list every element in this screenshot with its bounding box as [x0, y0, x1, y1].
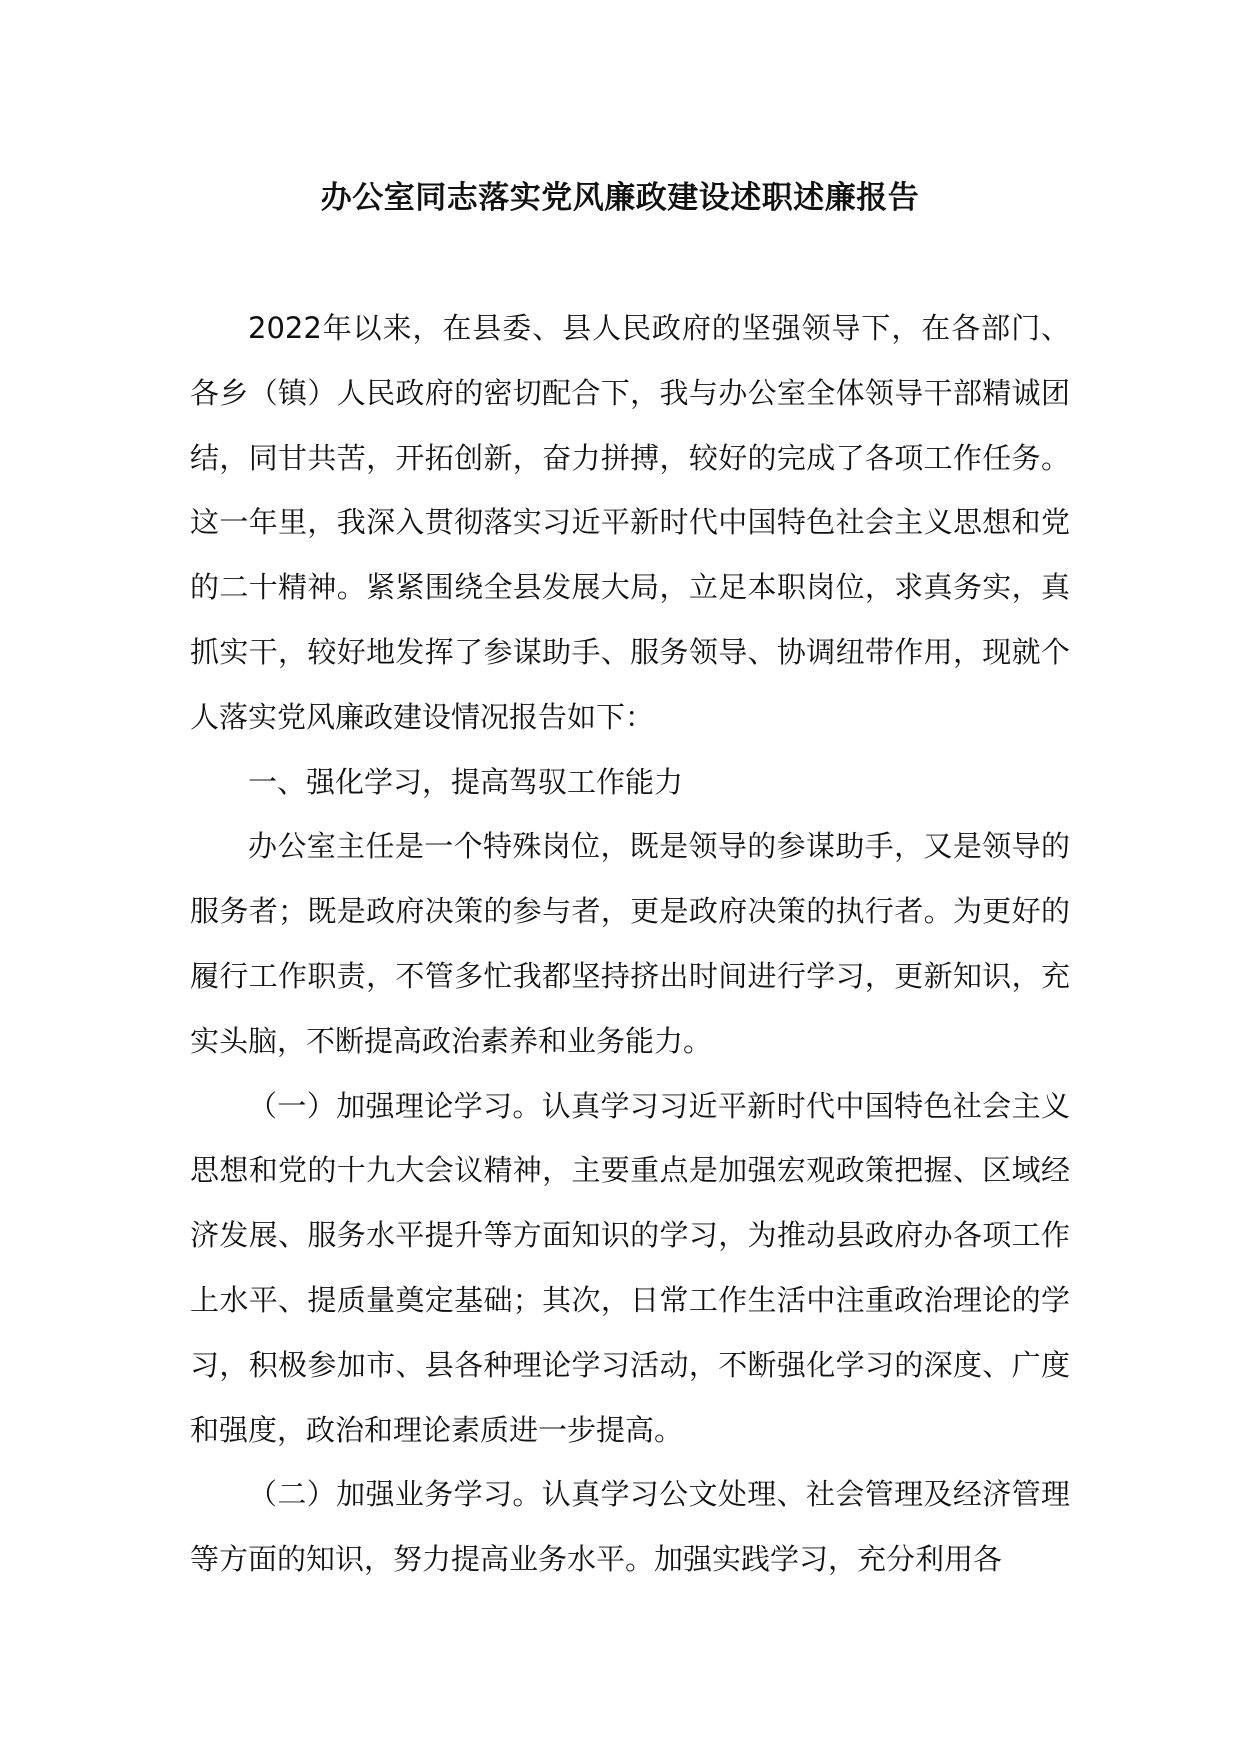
paragraph-intro: 2022年以来，在县委、县人民政府的坚强领导下，在各部门、各乡（镇）人民政府的密切配合下，我与办公室全体领导干部精诚团结，同甘共苦，开拓创新，奋力拼搏，较好的完成了各项工作任务。这一年里，我深入贯彻落实习近平新时代中国特色社会主义思想和党的二十精神。紧紧围绕全县发展大局，立足本职岗位，求真务实，真抓实干，较好地发挥了参谋助手、服务领导、协调纽带作用，现就个人落实党风廉政建设情况报告如下： [190, 311, 1070, 734]
paragraph-business-study: （二）加强业务学习。认真学习公文处理、社会管理及经济管理等方面的知识，努力提高业务水平。加强实践学习，充分利用各 [190, 1477, 1070, 1577]
document-title: 办公室同志落实党风廉政建设述职述廉报告 [320, 180, 920, 216]
section-heading-one: 一、强化学习，提高驾驭工作能力 [248, 764, 684, 799]
document-body [190, 296, 1070, 1592]
paragraph-theory-study: （一）加强理论学习。认真学习习近平新时代中国特色社会主义思想和党的十九大会议精神，主要重点是加强宏观政策把握、区域经济发展、服务水平提升等方面知识的学习，为推动县政府办各项工作上水平、提质量奠定基础；其次，日常工作生活中注重政治理论的学习，积极参加市、县各种理论学习活动，不断强化学习的深度、广度和强度，政治和理论素质进一步提高。 [190, 1088, 1070, 1447]
paragraph-role: 办公室主任是一个特殊岗位，既是领导的参谋助手，又是领导的服务者；既是政府决策的参与者，更是政府决策的执行者。为更好的履行工作职责，不管多忙我都坚持挤出时间进行学习，更新知识，充实头脑，不断提高政治素养和业务能力。 [190, 829, 1070, 1058]
